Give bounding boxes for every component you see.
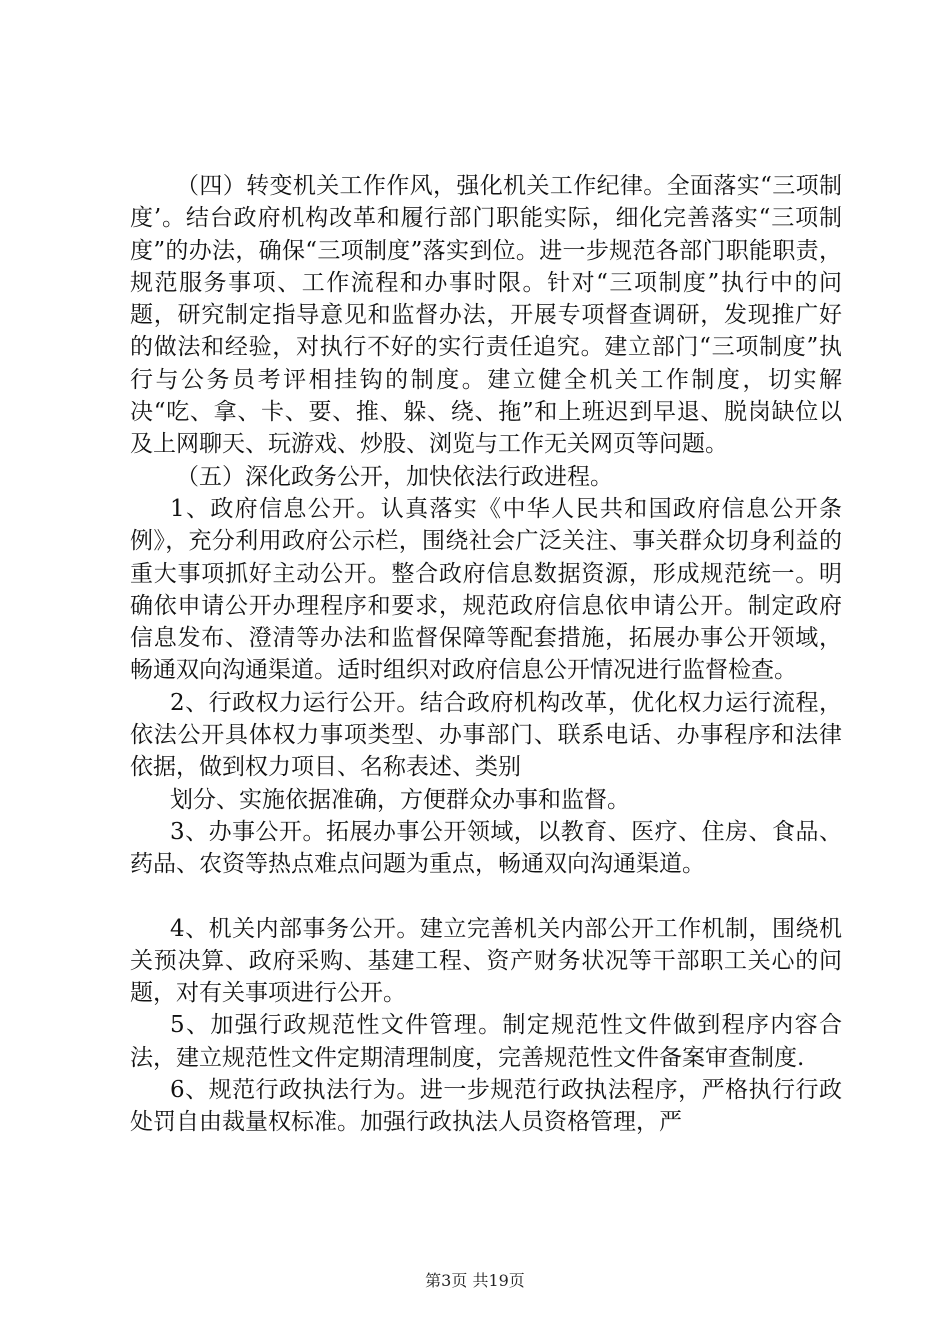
- document-body: [130, 170, 842, 1139]
- paragraph-item-4: 4、机关内部事务公开。建立完善机关内部公开工作机制，围绕机关预决算、政府采购、基建工程、资产财务状况等干部职工关心的问题，对有关事项进行公开。: [130, 915, 842, 1007]
- page-number-footer: 第3页 共19页: [425, 1271, 525, 1290]
- paragraph-section-4: （四）转变机关工作作风，强化机关工作纪律。全面落实“三项制度’。结台政府机构改革和履行部门职能实际，细化完善落实“三项制度”的办法，确保“三项制度”落实到位。进一步规范各部门职能职责，规范服务事项、工作流程和办事时限。针对“三项制度”执行中的问题，研究制定指导意见和监督办法，开展专项督查调研，发现推广好的做法和经验，对执行不好的实行责任追究。建立部门“三项制度”执行与公务员考评相挂钩的制度。建立健全机关工作制度，切实解决“吃、拿、卡、要、推、躲、绕、拖”和上班迟到早退、脱岗缺位以及上网聊天、玩游戏、炒股、浏览与工作无关网页等问题。: [130, 173, 842, 458]
- paragraph-item-1: 1、政府信息公开。认真落实《中华人民共和国政府信息公开条例》，充分利用政府公示栏，围绕社会广泛关注、事关群众切身利益的重大事项抓好主动公开。整合政府信息数据资源，形成规范统一。明确依申请公开办理程序和要求，规范政府信息依申请公开。制定政府信息发布、澄清等办法和监督保障等配套措施，拓展办事公开领域，畅通双向沟通渠道。适时组织对政府信息公开情况进行监督检查。: [130, 495, 842, 684]
- paragraph-item-2: 2、行政权力运行公开。结合政府机构改革，优化权力运行流程，依法公开具体权力事项类型、办事部门、联系电话、办事程序和法律依据，做到权力项目、名称表述、类别: [130, 689, 842, 781]
- paragraph-item-6: 6、规范行政执法行为。进一步规范行政执法程序，严格执行行政处罚自由裁量权标准。加强行政执法人员资格管理，严: [130, 1077, 842, 1136]
- paragraph-item-2-continued: 划分、实施依据准确，方便群众办事和监督。: [170, 786, 630, 813]
- paragraph-item-3: 3、办事公开。拓展办事公开领域，以教育、医疗、住房、食品、药品、农资等热点难点问题为重点，畅通双向沟通渠道。: [130, 818, 842, 878]
- heading-section-5: （五）深化政务公开，加快依法行政进程。: [176, 463, 613, 490]
- paragraph-item-5: 5、加强行政规范性文件管理。制定规范性文件做到程序内容合法，建立规范性文件定期清理制度，完善规范性文件备案审查制度.: [130, 1012, 842, 1071]
